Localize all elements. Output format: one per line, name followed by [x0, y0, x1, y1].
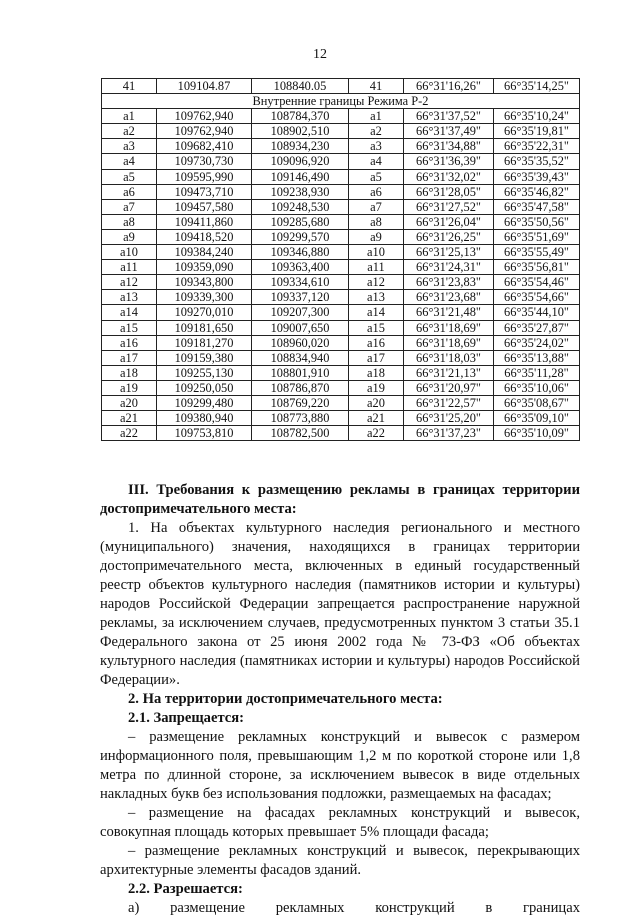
- table-cell: a3: [102, 139, 157, 154]
- table-cell: 66°31'27,52": [404, 199, 494, 214]
- table-row: [102, 290, 580, 305]
- table-cell: 66°31'28,05": [404, 184, 494, 199]
- table-cell: 109762,940: [157, 124, 252, 139]
- table-cell: 66°35'08,67": [494, 395, 580, 410]
- table-cell: 66°35'46,82": [494, 184, 580, 199]
- table-cell: 109337,120: [252, 290, 349, 305]
- table-cell: 66°31'26,04": [404, 214, 494, 229]
- table-cell: 66°31'21,48": [404, 305, 494, 320]
- table-cell: 66°35'11,28": [494, 365, 580, 380]
- table-cell: 66°31'22,57": [404, 395, 494, 410]
- table-cell: a10: [349, 245, 404, 260]
- table-cell: a19: [349, 380, 404, 395]
- table-cell: a10: [102, 245, 157, 260]
- table-cell: 66°31'16,26": [404, 79, 494, 94]
- list-item: а) размещение рекламных конструкций в границах: [128, 900, 580, 916]
- table-cell: 108786,870: [252, 380, 349, 395]
- table-cell: a16: [349, 335, 404, 350]
- table-cell: a6: [102, 184, 157, 199]
- table-cell: 66°35'10,09": [494, 426, 580, 441]
- table-cell: a17: [102, 350, 157, 365]
- table-cell: 109334,610: [252, 275, 349, 290]
- table-cell: 109096,920: [252, 154, 349, 169]
- table-row: [102, 79, 580, 94]
- table-cell: 66°35'35,52": [494, 154, 580, 169]
- table-row: [102, 109, 580, 124]
- table-cell: 66°31'18,69": [404, 320, 494, 335]
- page-number: 12: [313, 47, 327, 62]
- table-cell: 109270,010: [157, 305, 252, 320]
- table-cell: 109595,990: [157, 169, 252, 184]
- table-cell: 108801,910: [252, 365, 349, 380]
- table-cell: 66°31'25,13": [404, 245, 494, 260]
- table-cell: 66°35'27,87": [494, 320, 580, 335]
- table-cell: a21: [102, 411, 157, 426]
- table-cell: a18: [349, 365, 404, 380]
- table-cell: a20: [102, 395, 157, 410]
- table-cell: 109104.87: [157, 79, 252, 94]
- table-cell: a1: [349, 109, 404, 124]
- table-row: [102, 305, 580, 320]
- table-cell: 66°31'37,52": [404, 109, 494, 124]
- table-cell: a5: [349, 169, 404, 184]
- table-cell: 109363,400: [252, 260, 349, 275]
- table-cell: a22: [349, 426, 404, 441]
- table-cell: 109146,490: [252, 169, 349, 184]
- table-cell: 66°35'55,49": [494, 245, 580, 260]
- table-cell: a2: [102, 124, 157, 139]
- table-cell: a13: [102, 290, 157, 305]
- table-cell: a7: [349, 199, 404, 214]
- table-cell: 66°31'18,69": [404, 335, 494, 350]
- table-cell: a16: [102, 335, 157, 350]
- table-cell: a14: [349, 305, 404, 320]
- table-cell: 66°31'25,20": [404, 411, 494, 426]
- coordinates-table: [101, 78, 580, 441]
- table-cell: 109250,050: [157, 380, 252, 395]
- table-cell: 66°35'24,02": [494, 335, 580, 350]
- table-cell: a21: [349, 411, 404, 426]
- table-cell: 66°35'47,58": [494, 199, 580, 214]
- subsection-heading: [100, 880, 580, 899]
- table-cell: 66°31'20,97": [404, 380, 494, 395]
- table-row: [102, 245, 580, 260]
- table-row: [102, 335, 580, 350]
- table-row: [102, 320, 580, 335]
- table-cell: 66°35'13,88": [494, 350, 580, 365]
- table-cell: a1: [102, 109, 157, 124]
- table-cell: 109255,130: [157, 365, 252, 380]
- table-cell: a6: [349, 184, 404, 199]
- table-cell: a5: [102, 169, 157, 184]
- table-cell: 66°35'09,10": [494, 411, 580, 426]
- table-cell: 109238,930: [252, 184, 349, 199]
- list-item: – размещение рекламных конструкций и вывесок с размером информационного поля, превышающим 1,2 м по короткой стороне или 1,8 метра по длинной стороне, за исключением вывесок в виде отдельных накладных букв без использования подложки, размещаемых на фасадах;: [100, 729, 580, 802]
- table-cell: 66°35'39,43": [494, 169, 580, 184]
- table-cell: 66°31'32,02": [404, 169, 494, 184]
- table-cell: 66°31'23,83": [404, 275, 494, 290]
- table-cell: 109181,270: [157, 335, 252, 350]
- table-cell: 66°31'34,88": [404, 139, 494, 154]
- table-cell: 109411,860: [157, 214, 252, 229]
- table-cell: 109359,090: [157, 260, 252, 275]
- table-cell: 66°31'18,03": [404, 350, 494, 365]
- table-cell: a8: [102, 214, 157, 229]
- table-cell: a11: [349, 260, 404, 275]
- table-cell: a15: [102, 320, 157, 335]
- table-cell: a20: [349, 395, 404, 410]
- table-cell: 109762,940: [157, 109, 252, 124]
- table-cell: 109753,810: [157, 426, 252, 441]
- table-cell: a18: [102, 365, 157, 380]
- subsection-heading: [100, 690, 580, 709]
- subsection-heading: [100, 709, 580, 728]
- table-cell: a14: [102, 305, 157, 320]
- table-cell: 66°35'10,06": [494, 380, 580, 395]
- table-cell: a11: [102, 260, 157, 275]
- table-cell: 108960,020: [252, 335, 349, 350]
- table-cell: a12: [102, 275, 157, 290]
- table-cell: 66°35'22,31": [494, 139, 580, 154]
- table-cell: 66°35'54,66": [494, 290, 580, 305]
- table-cell: 109339,300: [157, 290, 252, 305]
- table-cell: 109285,680: [252, 214, 349, 229]
- table-cell: 41: [349, 79, 404, 94]
- table-row: [102, 260, 580, 275]
- table-cell: 108784,370: [252, 109, 349, 124]
- list-item: – размещение на фасадах рекламных конструкций и вывесок, совокупная площадь которых превышает 5% площади фасада;: [100, 805, 580, 840]
- table-cell: 108902,510: [252, 124, 349, 139]
- table-row: [102, 154, 580, 169]
- table-row: [102, 139, 580, 154]
- table-row: [102, 395, 580, 410]
- table-section-row: [102, 94, 580, 109]
- table-cell: 66°35'50,56": [494, 214, 580, 229]
- table-row: [102, 214, 580, 229]
- table-cell: 109007,650: [252, 320, 349, 335]
- table-cell: 108840.05: [252, 79, 349, 94]
- table-cell: 109181,650: [157, 320, 252, 335]
- table-cell: 109730,730: [157, 154, 252, 169]
- table-cell: a8: [349, 214, 404, 229]
- table-cell: 66°31'23,68": [404, 290, 494, 305]
- table-cell: 108782,500: [252, 426, 349, 441]
- paragraph: 1. На объектах культурного наследия регионального и местного (муниципального) значения, находящихся в границах территории достопримечательного места, включенных в единый государственный реестр объектов культурного наследия (памятников истории и культуры) народов Российской Федерации запрещается распространение наружной рекламы, за исключением случаев, предусмотренных пунктом 3 статьи 35.1 Федерального закона от 25 июня 2002 года № 73-ФЗ «Об объектах культурного наследия (памятниках истории и культуры) народов Российской Федерации».: [100, 520, 580, 688]
- table-row: [102, 229, 580, 244]
- table-cell: 66°31'36,39": [404, 154, 494, 169]
- table-row: [102, 124, 580, 139]
- table-cell: a19: [102, 380, 157, 395]
- table-cell: 66°31'26,25": [404, 229, 494, 244]
- table-cell: a17: [349, 350, 404, 365]
- table-cell: a22: [102, 426, 157, 441]
- table-cell: 109299,480: [157, 395, 252, 410]
- subsection-heading-text: 2.1. Запрещается:: [128, 710, 245, 726]
- table-row: [102, 380, 580, 395]
- table-cell: 109248,530: [252, 199, 349, 214]
- table-cell: a4: [349, 154, 404, 169]
- table-cell: 109346,880: [252, 245, 349, 260]
- table-cell: 109207,300: [252, 305, 349, 320]
- table-row: [102, 184, 580, 199]
- table-row: [102, 169, 580, 184]
- table-cell: a9: [349, 229, 404, 244]
- list-item: – размещение рекламных конструкций и вывесок, перекрывающих архитектурные элементы фасадов зданий.: [100, 843, 580, 878]
- subsection-heading-text: 2. На территории достопримечательного места:: [128, 691, 443, 707]
- table-cell: 108834,940: [252, 350, 349, 365]
- table-cell: 108934,230: [252, 139, 349, 154]
- table-row: [102, 275, 580, 290]
- table-cell: 66°35'56,81": [494, 260, 580, 275]
- table-cell: 109159,380: [157, 350, 252, 365]
- table-cell: 66°35'54,46": [494, 275, 580, 290]
- table-cell: a13: [349, 290, 404, 305]
- table-row: [102, 365, 580, 380]
- table-cell: 109418,520: [157, 229, 252, 244]
- table-cell: 66°31'37,23": [404, 426, 494, 441]
- table-cell: 109682,410: [157, 139, 252, 154]
- table-cell: a4: [102, 154, 157, 169]
- table-cell: 41: [102, 79, 157, 94]
- table-cell: a9: [102, 229, 157, 244]
- table-cell: 66°35'44,10": [494, 305, 580, 320]
- table-cell: 66°35'51,69": [494, 229, 580, 244]
- table-cell: 108769,220: [252, 395, 349, 410]
- subsection-heading-text: 2.2. Разрешается:: [128, 881, 243, 897]
- table-cell: a15: [349, 320, 404, 335]
- table-cell: 66°31'24,31": [404, 260, 494, 275]
- table-cell: 109380,940: [157, 411, 252, 426]
- table-cell: 66°35'19,81": [494, 124, 580, 139]
- table-cell: a3: [349, 139, 404, 154]
- table-cell: 109384,240: [157, 245, 252, 260]
- table-cell: 109299,570: [252, 229, 349, 244]
- table-cell: 66°35'14,25": [494, 79, 580, 94]
- table-cell: 109473,710: [157, 184, 252, 199]
- table-cell: a12: [349, 275, 404, 290]
- table-cell: 108773,880: [252, 411, 349, 426]
- table-cell: 66°35'10,24": [494, 109, 580, 124]
- table-cell: 66°31'21,13": [404, 365, 494, 380]
- table-cell: a2: [349, 124, 404, 139]
- table-section-title: Внутренние границы Режима Р-2: [102, 94, 580, 109]
- section-heading: III. Требования к размещению рекламы в границах территории достопримечательного места:: [100, 482, 580, 517]
- table-cell: a7: [102, 199, 157, 214]
- table-row: [102, 426, 580, 441]
- table-cell: 109343,800: [157, 275, 252, 290]
- table-row: [102, 199, 580, 214]
- table-row: [102, 411, 580, 426]
- table-cell: 66°31'37,49": [404, 124, 494, 139]
- text-block: [100, 481, 580, 918]
- table-row: [102, 350, 580, 365]
- table-cell: 109457,580: [157, 199, 252, 214]
